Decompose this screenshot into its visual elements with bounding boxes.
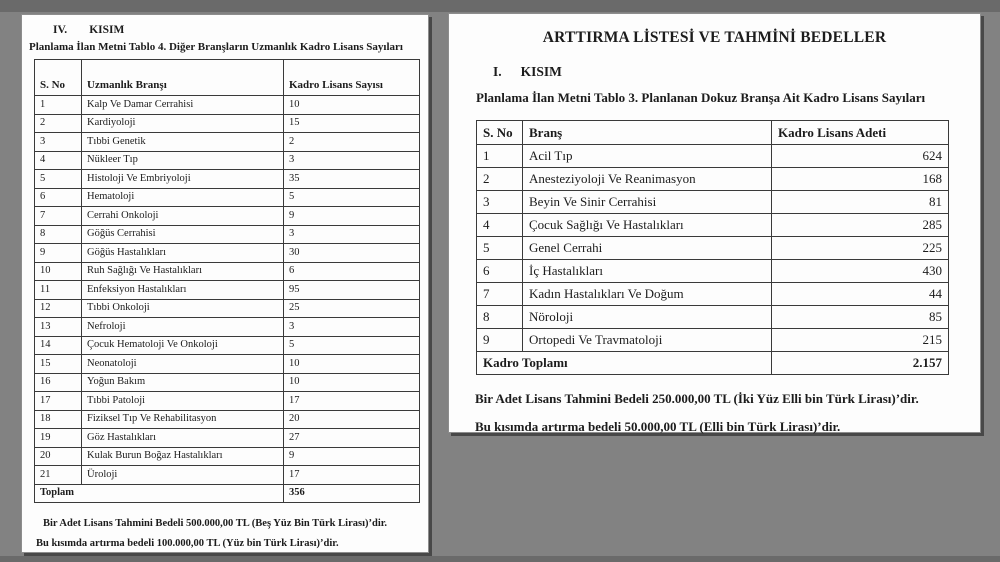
section-title: KISIM	[520, 64, 562, 79]
license-count: 81	[772, 191, 949, 214]
row-number: 7	[477, 283, 523, 306]
column-header-branch: Branş	[523, 121, 772, 145]
document-title: ARTTIRMA LİSTESİ VE TAHMİNİ BEDELLER	[542, 29, 887, 46]
row-number: 10	[35, 262, 82, 281]
column-header-branch: Uzmanlık Branşı	[82, 60, 284, 96]
table-caption-left: Planlama İlan Metni Tablo 4. Diğer Branşların Uzmanlık Kadro Lisans Sayıları	[29, 41, 403, 53]
row-number: 21	[35, 466, 82, 485]
table-row	[35, 207, 420, 226]
table-row	[477, 306, 949, 329]
table-row	[35, 170, 420, 189]
branch-name: Beyin Ve Sinir Cerrahisi	[523, 191, 772, 214]
column-header-count: Kadro Lisans Adeti	[772, 121, 949, 145]
branch-name: Kulak Burun Boğaz Hastalıkları	[82, 447, 284, 466]
branch-name: Genel Cerrahi	[523, 237, 772, 260]
column-header-sno: S. No	[477, 121, 523, 145]
license-count: 10	[284, 96, 420, 115]
table-row	[35, 429, 420, 448]
license-count: 35	[284, 170, 420, 189]
license-count: 30	[284, 244, 420, 263]
table-caption-right: Planlama İlan Metni Tablo 3. Planlanan Dokuz Branşa Ait Kadro Lisans Sayıları	[476, 90, 926, 105]
branch-name: Ortopedi Ve Travmatoloji	[523, 329, 772, 352]
table-row	[35, 336, 420, 355]
table-row	[477, 168, 949, 191]
license-count: 44	[772, 283, 949, 306]
branch-name: Kalp Ve Damar Cerrahisi	[82, 96, 284, 115]
branch-name: Nükleer Tıp	[82, 151, 284, 170]
branch-name: Nefroloji	[82, 318, 284, 337]
branch-name: Kadın Hastalıkları Ve Doğum	[523, 283, 772, 306]
branch-name: Üroloji	[82, 466, 284, 485]
license-count: 6	[284, 262, 420, 281]
table-row	[477, 191, 949, 214]
row-number: 1	[35, 96, 82, 115]
row-number: 6	[477, 260, 523, 283]
branch-name: Kardiyoloji	[82, 114, 284, 133]
license-count: 225	[772, 237, 949, 260]
license-count: 430	[772, 260, 949, 283]
table-row	[35, 318, 420, 337]
license-table-left	[34, 59, 420, 503]
row-number: 15	[35, 355, 82, 374]
row-number: 19	[35, 429, 82, 448]
row-number: 9	[35, 244, 82, 263]
license-count: 5	[284, 188, 420, 207]
table-row	[35, 410, 420, 429]
branch-name: Tıbbi Patoloji	[82, 392, 284, 411]
document-page-right	[448, 13, 981, 433]
branch-name: Çocuk Hematoloji Ve Onkoloji	[82, 336, 284, 355]
table-row	[35, 355, 420, 374]
license-count: 3	[284, 151, 420, 170]
license-count: 168	[772, 168, 949, 191]
section-heading-left	[53, 24, 428, 36]
note-increment-price: Bu kısımda artırma bedeli 100.000,00 TL (Yüz bin Türk Lirası)’dir.	[36, 538, 339, 549]
table-total-row	[477, 352, 949, 375]
table-row	[477, 260, 949, 283]
section-heading-right	[493, 64, 980, 80]
notes-right	[475, 391, 970, 435]
license-count: 215	[772, 329, 949, 352]
license-count: 20	[284, 410, 420, 429]
table-row	[35, 373, 420, 392]
license-count: 10	[284, 373, 420, 392]
license-count: 9	[284, 447, 420, 466]
row-number: 18	[35, 410, 82, 429]
row-number: 3	[477, 191, 523, 214]
branch-name: Hematoloji	[82, 188, 284, 207]
notes-left	[36, 518, 418, 549]
license-count: 15	[284, 114, 420, 133]
row-number: 17	[35, 392, 82, 411]
section-number: IV.	[53, 24, 68, 36]
branch-name: Nöroloji	[523, 306, 772, 329]
license-count: 85	[772, 306, 949, 329]
table-row	[35, 299, 420, 318]
license-count: 9	[284, 207, 420, 226]
row-number: 3	[35, 133, 82, 152]
branch-name: Göz Hastalıkları	[82, 429, 284, 448]
row-number: 9	[477, 329, 523, 352]
total-value: 2.157	[772, 352, 949, 375]
table-row	[35, 466, 420, 485]
branch-name: Cerrahi Onkoloji	[82, 207, 284, 226]
branch-name: Çocuk Sağlığı Ve Hastalıkları	[523, 214, 772, 237]
section-number: I.	[493, 64, 502, 79]
license-count: 3	[284, 225, 420, 244]
table-total-row	[35, 484, 420, 503]
license-count: 2	[284, 133, 420, 152]
table-row	[35, 281, 420, 300]
bottom-background-band	[0, 556, 1000, 562]
table-row	[35, 133, 420, 152]
branch-name: Anesteziyoloji Ve Reanimasyon	[523, 168, 772, 191]
row-number: 14	[35, 336, 82, 355]
column-header-count: Kadro Lisans Sayısı	[284, 60, 420, 96]
row-number: 12	[35, 299, 82, 318]
license-table-right	[476, 120, 949, 375]
top-background-band	[0, 0, 1000, 12]
branch-name: Yoğun Bakım	[82, 373, 284, 392]
table-row	[477, 214, 949, 237]
license-count: 95	[284, 281, 420, 300]
row-number: 11	[35, 281, 82, 300]
table-row	[35, 225, 420, 244]
branch-name: Tıbbi Genetik	[82, 133, 284, 152]
table-row	[35, 188, 420, 207]
row-number: 1	[477, 145, 523, 168]
license-count: 5	[284, 336, 420, 355]
license-count: 17	[284, 392, 420, 411]
row-number: 2	[35, 114, 82, 133]
note-estimated-price: Bir Adet Lisans Tahmini Bedeli 500.000,00 TL (Beş Yüz Bin Türk Lirası)’dir.	[43, 518, 388, 529]
branch-name: Neonatoloji	[82, 355, 284, 374]
table-row	[35, 392, 420, 411]
section-title: KISIM	[89, 24, 125, 36]
row-number: 2	[477, 168, 523, 191]
table-row	[35, 262, 420, 281]
table-row	[35, 96, 420, 115]
row-number: 4	[477, 214, 523, 237]
license-count: 25	[284, 299, 420, 318]
license-count: 624	[772, 145, 949, 168]
table-row	[35, 151, 420, 170]
row-number: 6	[35, 188, 82, 207]
table-header-row	[477, 121, 949, 145]
branch-name: Acil Tıp	[523, 145, 772, 168]
branch-name: Enfeksiyon Hastalıkları	[82, 281, 284, 300]
row-number: 20	[35, 447, 82, 466]
branch-name: Fiziksel Tıp Ve Rehabilitasyon	[82, 410, 284, 429]
table-row	[35, 244, 420, 263]
row-number: 5	[35, 170, 82, 189]
table-header-row	[35, 60, 420, 96]
document-page-left	[21, 14, 429, 553]
row-number: 8	[477, 306, 523, 329]
row-number: 5	[477, 237, 523, 260]
table-row	[477, 329, 949, 352]
row-number: 16	[35, 373, 82, 392]
branch-name: İç Hastalıkları	[523, 260, 772, 283]
branch-name: Göğüs Cerrahisi	[82, 225, 284, 244]
row-number: 4	[35, 151, 82, 170]
branch-name: Tıbbi Onkoloji	[82, 299, 284, 318]
table-row	[35, 447, 420, 466]
total-value: 356	[284, 484, 420, 503]
total-label: Kadro Toplamı	[477, 352, 772, 375]
row-number: 7	[35, 207, 82, 226]
branch-name: Ruh Sağlığı Ve Hastalıkları	[82, 262, 284, 281]
license-count: 27	[284, 429, 420, 448]
total-label: Toplam	[35, 484, 284, 503]
column-header-sno: S. No	[35, 60, 82, 96]
license-count: 285	[772, 214, 949, 237]
table-row	[477, 237, 949, 260]
note-estimated-price: Bir Adet Lisans Tahmini Bedeli 250.000,00 TL (İki Yüz Elli bin Türk Lirası)’dir.	[475, 391, 919, 406]
table-row	[35, 114, 420, 133]
row-number: 8	[35, 225, 82, 244]
table-row	[477, 145, 949, 168]
license-count: 3	[284, 318, 420, 337]
branch-name: Histoloji Ve Embriyoloji	[82, 170, 284, 189]
branch-name: Göğüs Hastalıkları	[82, 244, 284, 263]
row-number: 13	[35, 318, 82, 337]
table-row	[477, 283, 949, 306]
note-increment-price: Bu kısımda artırma bedeli 50.000,00 TL (Elli bin Türk Lirası)’dir.	[475, 419, 841, 434]
license-count: 10	[284, 355, 420, 374]
license-count: 17	[284, 466, 420, 485]
